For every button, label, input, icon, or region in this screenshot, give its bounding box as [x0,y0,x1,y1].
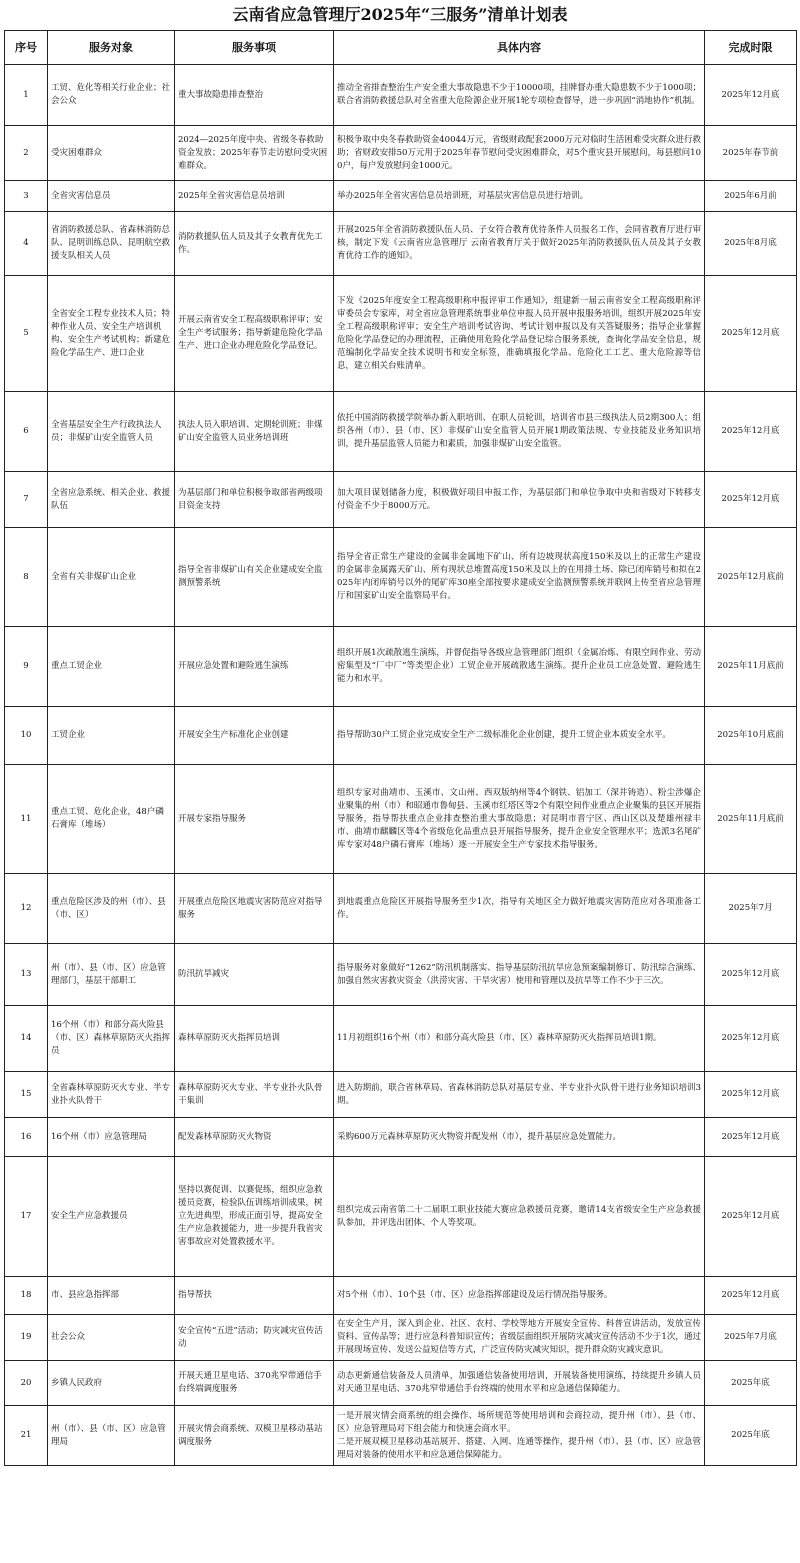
detail-content: 积极争取中央冬春救助资金40044万元，省级财政配套2000万元对临时生活困难受灾群众进行救助；省财政安排50万元用于2025年春节慰问受灾困难群众，对5个重灾县开展慰问，每县慰问100户，每户发放慰问金1000元。 [334,126,705,181]
detail-content: 在安全生产月，深入到企业、社区、农村、学校等地方开展安全宣传、科普宣讲活动，发放宣传资料、宣传品等；进行应急科普知识宣传；省级层面组织开展防灾减灾宣传活动不少于1次，通过开展现场宣传、发送公益短信等方式，广泛宣传防灾减灾知识，提升群众防灾减灾意识。 [334,1315,705,1361]
service-object: 工贸企业 [48,707,175,765]
service-item: 开展天通卫星电话、370兆窄带通信手台终端调度服务 [175,1361,334,1406]
deadline: 2025年底 [705,1406,797,1466]
table-body [5,65,797,1466]
row-number: 17 [5,1157,48,1277]
table-row [5,1315,797,1361]
row-number: 15 [5,1072,48,1118]
row-number: 19 [5,1315,48,1361]
deadline: 2025年11月底前 [705,765,797,874]
detail-content: 组织完成云南省第二十二届职工职业技能大赛应急救援员竞赛，邀请14支省级安全生产应急救援队参加，并评选出团体、个人等奖项。 [334,1157,705,1277]
detail-content: 指导服务对象做好“1262”防汛机制落实、指导基层防汛抗旱应急预案编制修订、防汛综合演练、加强自然灾害救灾资金（洪涝灾害、干旱灾害）使用和管理以及抗旱等工作不少于三次。 [334,944,705,1006]
detail-content: 组织专家对曲靖市、玉溪市、文山州、西双版纳州等4个钢铁、铝加工（深井铸造）、粉尘涉爆企业聚集的州（市）和昭通市鲁甸县、玉溪市红塔区等2个有限空间作业重点企业聚集的县区开展指导服务，指导帮扶重点企业排查整治重大事故隐患；对昆明市晋宁区、西山区以及楚雄州禄丰市、曲靖市麒麟区等4个省级危化品重点县开展指导服务，提升企业安全管理水平；选派3名尾矿库专家对48户磷石膏库（堆场）逐一开展安全生产专家技术指导服务。 [334,765,705,874]
service-object: 重点工贸、危化企业，48户磷石膏库（堆场） [48,765,175,874]
service-item: 重大事故隐患排查整治 [175,65,334,126]
deadline: 2025年11月底前 [705,627,797,707]
deadline: 2025年12月底 [705,1118,797,1157]
row-number: 3 [5,181,48,212]
service-item: 森林草原防灭火指挥员培训 [175,1006,334,1072]
service-item: 配发森林草原防灭火物资 [175,1118,334,1157]
detail-content: 对5个州（市）、10个县（市、区）应急指挥部建设及运行情况指导服务。 [334,1277,705,1315]
service-item: 开展应急处置和避险逃生演练 [175,627,334,707]
table-row [5,944,797,1006]
detail-content: 指导帮助30户工贸企业完成安全生产二级标准化企业创建，提升工贸企业本质安全水平。 [334,707,705,765]
detail-content: 加大项目谋划储备力度，积极做好项目申报工作，为基层部门和单位争取中央和省级对下转移支付资金不少于8000万元。 [334,472,705,528]
service-object: 乡镇人民政府 [48,1361,175,1406]
row-number: 14 [5,1006,48,1072]
service-object: 16个州（市）和部分高火险县（市、区）森林草原防灭火指挥员 [48,1006,175,1072]
service-object: 重点危险区涉及的州（市）、县（市、区） [48,874,175,944]
detail-content: 指导全省正常生产建设的金属非金属地下矿山、所有边坡现状高度150米及以上的正常生产建设的金属非金属露天矿山、所有现状总堆置高度150米及以上的在用排土场、除已闭库销号和拟在2025年内闭库销号以外的尾矿库30座全部按要求建成安全监测预警系统并联网上传至省应急管理厅和国家矿山安全监察局平台。 [334,528,705,627]
deadline: 2025年7月底 [705,1315,797,1361]
service-item: 开展安全生产标准化企业创建 [175,707,334,765]
service-item: 森林草原防灭火专业、半专业扑火队骨干集训 [175,1072,334,1118]
header-item: 服务事项 [175,31,334,65]
service-object: 州（市）、县（市、区）应急管理部门，基层干部职工 [48,944,175,1006]
service-object: 全省森林草原防灭火专业、半专业扑火队骨干 [48,1072,175,1118]
deadline: 2025年12月底 [705,1006,797,1072]
service-object: 州（市）、县（市、区）应急管理局 [48,1406,175,1466]
row-number: 9 [5,627,48,707]
service-item: 开展云南省安全工程高级职称评审；安全生产考试服务；指导新建危险化学品生产、进口企业办理危险化学品登记。 [175,276,334,392]
deadline: 2025年12月底 [705,1072,797,1118]
deadline: 2025年12月底前 [705,528,797,627]
table-row [5,1361,797,1406]
table-row [5,765,797,874]
service-object: 市、县应急指挥部 [48,1277,175,1315]
detail-content: 开展2025年全省消防救援队伍人员、子女符合教育优待条件人员报名工作，会同省教育厅进行审核，制定下发《云南省应急管理厅 云南省教育厅关于做好2025年消防救援队伍人员及其子女教育优待工作的通知》。 [334,212,705,276]
deadline: 2025年6月前 [705,181,797,212]
table-row [5,472,797,528]
service-item: 安全宣传“五进”活动；防灾减灾宣传活动 [175,1315,334,1361]
page-title: 云南省应急管理厅2025年“三服务”清单计划表 [232,5,568,24]
table-row [5,65,797,126]
table-row [5,126,797,181]
table-row [5,874,797,944]
service-object: 全省安全工程专业技术人员；特种作业人员、安全生产培训机构、安全生产考试机构；新建危险化学品生产、进口企业 [48,276,175,392]
header-detail: 具体内容 [334,31,705,65]
row-number: 7 [5,472,48,528]
table-row [5,1157,797,1277]
deadline: 2025年12月底 [705,392,797,472]
detail-content: 组织开展1次疏散逃生演练，并督促指导各级应急管理部门组织（金属冶炼、有限空间作业、劳动密集型及“厂中厂”等类型企业）工贸企业开展疏散逃生演练。提升企业员工应急处置、避险逃生能力和水平。 [334,627,705,707]
table-row [5,276,797,392]
detail-content: 11月初组织16个州（市）和部分高火险县（市、区）森林草原防灭火指挥员培训1期。 [334,1006,705,1072]
row-number: 2 [5,126,48,181]
header-deadline: 完成时限 [705,31,797,65]
row-number: 12 [5,874,48,944]
service-item: 为基层部门和单位积极争取部省两级项目资金支持 [175,472,334,528]
deadline: 2025年12月底 [705,944,797,1006]
row-number: 1 [5,65,48,126]
service-object: 工贸、危化等相关行业企业；社会公众 [48,65,175,126]
detail-content: 到地震重点危险区开展指导服务至少1次，指导有关地区全力做好地震灾害防范应对各项准备工作。 [334,874,705,944]
table-row [5,1277,797,1315]
service-item: 2024—2025年度中央、省级冬春救助资金发放；2025年春节走访慰问受灾困难群众。 [175,126,334,181]
service-item: 开展重点危险区地震灾害防范应对指导服务 [175,874,334,944]
table-row [5,181,797,212]
service-object: 重点工贸企业 [48,627,175,707]
service-item: 指导帮扶 [175,1277,334,1315]
service-item: 开展专家指导服务 [175,765,334,874]
deadline: 2025年10月底前 [705,707,797,765]
service-object: 受灾困难群众 [48,126,175,181]
table-header-row [5,31,797,65]
table-row [5,1118,797,1157]
deadline: 2025年12月底 [705,276,797,392]
detail-content: 推动全省排查整治生产安全重大事故隐患不少于10000项，挂牌督办重大隐患数不少于1000项；联合省消防救援总队对全省重大危险源企业开展1轮专项检查督导，进一步巩固“消地协作”机制。 [334,65,705,126]
deadline: 2025年春节前 [705,126,797,181]
row-number: 4 [5,212,48,276]
row-number: 5 [5,276,48,392]
service-object: 全省灾害信息员 [48,181,175,212]
row-number: 11 [5,765,48,874]
detail-content: 动态更新通信装备及人员清单，加强通信装备使用培训，开展装备使用演练，持续提升乡镇人员对天通卫星电话、370兆窄带通信手台终端的使用水平和应急通信保障能力。 [334,1361,705,1406]
deadline: 2025年12月底 [705,1277,797,1315]
service-object: 社会公众 [48,1315,175,1361]
detail-content: 采购600万元森林草原防灭火物资并配发州（市），提升基层应急处置能力。 [334,1118,705,1157]
detail-content: 举办2025年全省灾害信息员培训班，对基层灾害信息员进行培训。 [334,181,705,212]
service-object: 省消防救援总队、省森林消防总队、昆明训练总队、昆明航空救援支队相关人员 [48,212,175,276]
row-number: 18 [5,1277,48,1315]
service-item: 执法人员入职培训、定期轮训班；非煤矿山安全监管人员业务培训班 [175,392,334,472]
deadline: 2025年8月底 [705,212,797,276]
row-number: 10 [5,707,48,765]
row-number: 16 [5,1118,48,1157]
row-number: 6 [5,392,48,472]
table-row [5,707,797,765]
service-plan-table [4,30,797,1466]
table-row [5,528,797,627]
detail-content: 一是开展灾情会商系统的组会操作、场所规范等使用培训和会商拉动，提升州（市）、县（市、区）应急管理局对下组会能力和快速会商水平。 二是开展双模卫星移动基站展开、搭建、入网、连通等操作，提升州（市）、县（市、区）应急管理局对装备的使用水平和应急通信保障能力。 [334,1406,705,1466]
detail-content: 下发《2025年度安全工程高级职称申报评审工作通知》，组建新一届云南省安全工程高级职称评审委员会专家库，对全省应急管理系统事业单位申报人员开展申报服务培训，组织开展2025年安全工程高级职称评审；安全生产培训考试咨询、考试计划申报以及有关答疑服务；指导企业掌握危险化学品登记的办理流程，正确使用危险化学品登记综合服务系统，查询化学品安全信息，规范编制化学品安全技术说明书和安全标签，准确填报化学品、危险化工工艺、重大危险源等信息，建立相关台账清单。 [334,276,705,392]
row-number: 13 [5,944,48,1006]
row-number: 21 [5,1406,48,1466]
deadline: 2025年12月底 [705,1157,797,1277]
deadline: 2025年底 [705,1361,797,1406]
service-item: 消防救援队伍人员及其子女教育优先工作。 [175,212,334,276]
header-no: 序号 [5,31,48,65]
table-row [5,1072,797,1118]
service-object: 全省有关非煤矿山企业 [48,528,175,627]
table-row [5,627,797,707]
row-number: 20 [5,1361,48,1406]
deadline: 2025年12月底 [705,65,797,126]
service-item: 2025年全省灾害信息员培训 [175,181,334,212]
table-row [5,212,797,276]
table-row [5,1406,797,1466]
table-row [5,1006,797,1072]
service-item: 开展灾情会商系统、双模卫星移动基站调度服务 [175,1406,334,1466]
detail-content: 依托中国消防救援学院举办新入职培训、在职人员轮训，培训省市县三级执法人员2期300人；组织各州（市）、县（市、区）非煤矿山安全监管人员开展1期政策法规、专业技能及业务知识培训，提升基层监管人员能力和素质，加强非煤矿山安全监管。 [334,392,705,472]
service-object: 全省基层安全生产行政执法人员；非煤矿山安全监管人员 [48,392,175,472]
service-item: 指导全省非煤矿山有关企业建成安全监测预警系统 [175,528,334,627]
header-object: 服务对象 [48,31,175,65]
service-object: 16个州（市）应急管理局 [48,1118,175,1157]
service-item: 坚持以赛促训、以赛促练，组织应急救援员竞赛，检验队伍训练培训成果，树立先进典型，形成正面引导，提高安全生产应急救援能力，进一步提升我省灾害事故应对处置救援水平。 [175,1157,334,1277]
service-object: 安全生产应急救援员 [48,1157,175,1277]
row-number: 8 [5,528,48,627]
service-item: 防汛抗旱减灾 [175,944,334,1006]
detail-content: 进入防期前，联合省林草局、省森林消防总队对基层专业、半专业扑火队骨干进行业务知识培训3期。 [334,1072,705,1118]
deadline: 2025年7月 [705,874,797,944]
deadline: 2025年12月底 [705,472,797,528]
table-row [5,392,797,472]
service-object: 全省应急系统、相关企业、救援队伍 [48,472,175,528]
